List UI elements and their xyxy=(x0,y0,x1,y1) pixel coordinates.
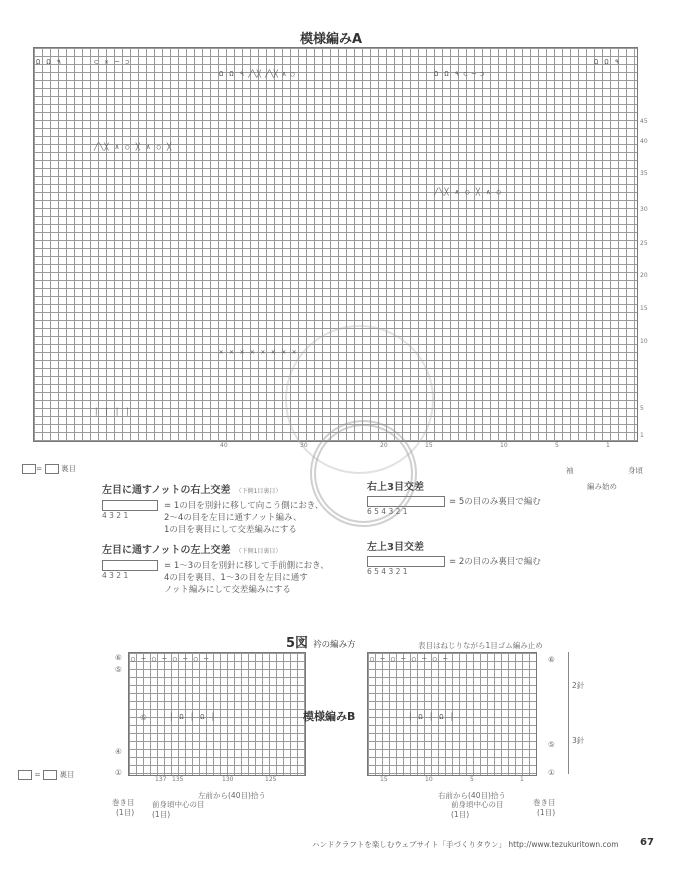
symbol-desc-line: 2〜4の目を左目に通すノット編み、 xyxy=(164,513,302,523)
row-marker: ⑥ xyxy=(115,653,122,662)
stitch-number: 130 xyxy=(222,776,234,783)
symbol-desc-line: ノット編みにして交差編みにする xyxy=(164,585,291,595)
stitch-number: 135 xyxy=(172,776,184,783)
stitch-number: 1 xyxy=(520,776,524,783)
measure-line xyxy=(568,652,569,774)
row-count-mid: 3針 xyxy=(572,736,585,745)
stitch-number: 15 xyxy=(380,776,388,783)
symbol-knot-left-cross xyxy=(102,538,329,596)
stitch-number: 137 xyxy=(155,776,167,783)
symbol-title: 右上3目交差 xyxy=(367,482,424,493)
row-marker: ⑤ xyxy=(548,740,555,749)
stitch-number: 40 xyxy=(220,442,228,449)
body-label: 身頃 xyxy=(628,466,643,475)
symbol-cell xyxy=(367,556,445,567)
stitch-number: 5 xyxy=(470,776,474,783)
symbol-desc-line: = 1の目を別針に移して向こう側におき、 xyxy=(164,501,324,511)
row-marker: ① xyxy=(115,768,122,777)
symbol-numbers: 6 5 4 3 2 1 xyxy=(367,567,408,576)
legend-purl-label: 裏目 xyxy=(61,464,77,473)
chart-symbol-row: ✕ ✕ ✕ ✕ ✕ ✕ ✕ ✕ xyxy=(219,348,298,356)
symbol-subtitle: （下側1目裏目） xyxy=(235,488,282,495)
symbol-cell xyxy=(102,560,158,571)
symbol-cell xyxy=(102,500,158,511)
legend-purl-box xyxy=(45,464,59,474)
legend-purl-box xyxy=(43,770,57,780)
symbol-title: 左目に通すノットの左上交差 xyxy=(102,545,231,556)
figure5-title: 5図 xyxy=(286,636,309,651)
footer-site-text: ハンドクラフトを楽しむウェブサイト「手づくりタウン」 http://www.tezukuritown.com xyxy=(312,840,619,849)
chart-symbol-row: Ω Ω ٩ ╱╲╳ ╱╲╳ ∧ ○ xyxy=(219,70,295,78)
bind-off-note: 表目はねじりながら1目ゴム編み止め xyxy=(418,641,543,650)
symbol-left-3-cross xyxy=(367,538,541,576)
row-number: 10 xyxy=(640,338,648,345)
row-marker: ⑤ xyxy=(115,665,122,674)
symbol-title: 左上3目交差 xyxy=(367,542,424,553)
chart-symbol-row: Ω Ω ٩ xyxy=(594,58,620,66)
sleeve-label: 袖 xyxy=(566,466,574,475)
chart-symbol-row: Ω Ω ٩ xyxy=(36,58,62,66)
chart-symbol-row: │ │ │ │ xyxy=(94,408,131,416)
chart-symbol-row: ╱╲╳ ∧ ○ ╳ ∧ ○ ╳ xyxy=(94,143,173,151)
chart-symbol-row: ○ ─ ○ ─ ○ ─ ○ ─ xyxy=(131,655,210,663)
right-center-label: 前身頃中心の目 (1目) xyxy=(451,800,504,819)
stitch-number: 10 xyxy=(500,442,508,449)
row-count-top: 2針 xyxy=(572,681,585,690)
row-marker: ④ xyxy=(115,747,122,756)
left-pickup-label: 左前から(40目)拾う xyxy=(198,791,266,800)
symbol-desc-line: = 1〜3の目を別針に移して手前側におき、 xyxy=(164,561,329,571)
stitch-number: 15 xyxy=(425,442,433,449)
row-number: 40 xyxy=(640,138,648,145)
symbol-desc-line: = 2の目のみ裏目で編む xyxy=(449,557,541,567)
stitch-number: 125 xyxy=(265,776,277,783)
symbol-numbers: 4 3 2 1 xyxy=(102,511,129,520)
figure5-subtitle: 衿の編み方 xyxy=(313,640,356,650)
right-cast-on-label: 巻き目 (1目) xyxy=(533,798,556,817)
chart-symbol-row: ╱╲╳ ∧ ○ ╳ ∧ ○ xyxy=(434,188,502,196)
row-marker: ① xyxy=(548,768,555,777)
figure5-heading xyxy=(286,632,356,651)
row-number: 35 xyxy=(640,170,648,177)
legend-blank-box xyxy=(18,770,32,780)
row-number: 30 xyxy=(640,206,648,213)
legend-b: = 裏目 xyxy=(18,769,74,780)
row-number: 45 xyxy=(640,118,648,125)
stitch-number: 30 xyxy=(300,442,308,449)
symbol-desc-line: 4の目を裏目、1〜3の目を左目に通す xyxy=(164,573,308,583)
chart-symbol-row: Ω Ω ٩ ⊂ ─ ⊃ xyxy=(434,70,485,78)
row-number: 5 xyxy=(640,405,644,412)
page-number: 67 xyxy=(640,837,654,848)
stitch-number: 1 xyxy=(606,442,610,449)
symbol-right-3-cross xyxy=(367,478,541,516)
symbol-desc-line: = 5の目のみ裏目で編む xyxy=(449,497,541,507)
row-marker: ⑥ xyxy=(548,655,555,664)
legend-a: = 裏目 xyxy=(22,463,76,474)
legend-blank-box xyxy=(22,464,36,474)
left-cast-on-label: 巻き目 (1目) xyxy=(112,798,135,817)
symbol-cell xyxy=(367,496,445,507)
start-label: 編み始め xyxy=(587,482,617,491)
row-number: 15 xyxy=(640,305,648,312)
symbol-desc-line: 1の目を裏目にして交差編みにする xyxy=(164,525,297,535)
row-number: 25 xyxy=(640,240,648,247)
symbol-knot-right-cross xyxy=(102,478,323,536)
row-number: 20 xyxy=(640,272,648,279)
collar-chart-right xyxy=(367,652,537,776)
row-number: 1 xyxy=(640,432,644,439)
symbol-numbers: 6 5 4 3 2 1 xyxy=(367,507,408,516)
symbol-subtitle: （下側1目裏目） xyxy=(235,548,282,555)
legend-purl-label: 裏目 xyxy=(59,770,75,779)
right-pickup-label: 右前から(40目)拾う xyxy=(438,791,506,800)
chart-symbol-row: │ Ω │ Ω │ xyxy=(408,713,455,721)
pattern-a-title: 模様編みA xyxy=(300,32,363,47)
collar-chart-left xyxy=(128,652,306,776)
chart-symbol-row: │ Ω │ Ω │ xyxy=(169,713,216,721)
stitch-number: 5 xyxy=(555,442,559,449)
stitch-number: 10 xyxy=(425,776,433,783)
left-center-label: 前身頃中心の目 (1目) xyxy=(152,800,205,819)
symbol-numbers: 4 3 2 1 xyxy=(102,571,129,580)
stitch-number: 20 xyxy=(380,442,388,449)
chart-symbol-row: ⊂ ✕ ─ ⊃ xyxy=(94,58,131,66)
symbol-title: 左目に通すノットの右上交差 xyxy=(102,485,231,496)
pattern-b-label: 模様編みB xyxy=(303,710,356,723)
chart-symbol-row: ○ ─ ○ ─ ○ ─ ○ ─ xyxy=(370,655,449,663)
row-marker: ⑤ xyxy=(140,713,147,722)
